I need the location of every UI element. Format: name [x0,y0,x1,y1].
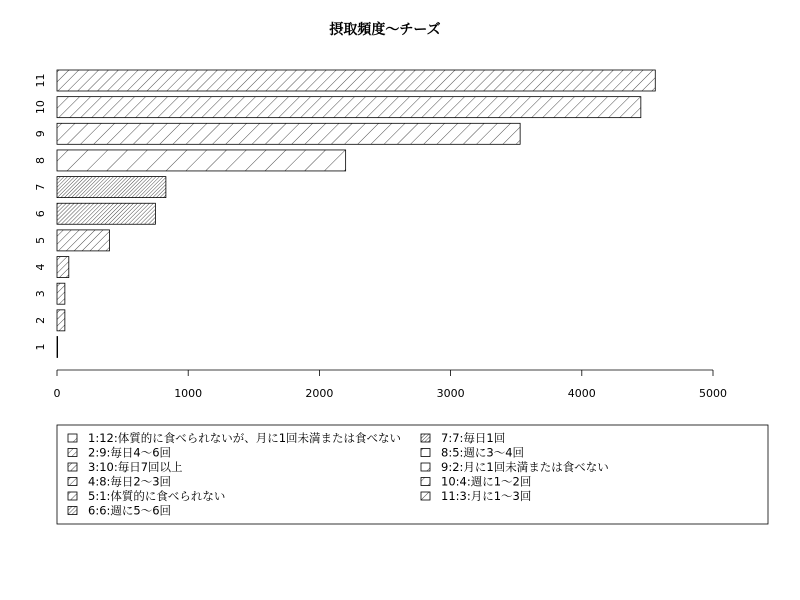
legend-swatch [68,492,77,500]
legend-swatch [68,463,77,471]
legend-label: 7:7:毎日1回 [441,431,506,446]
legend-label: 5:1:体質的に食べられない [88,489,226,504]
x-tick-label: 2000 [305,387,334,400]
bar-10 [57,97,641,118]
bar-1 [57,337,58,358]
chart-title: 摂取頻度〜チーズ [329,22,441,38]
y-tick-label: 4 [33,263,47,271]
legend-label: 11:3:月に1〜3回 [441,489,532,504]
bar-5 [57,230,109,251]
y-tick-label: 7 [33,183,47,191]
legend-label: 9:2:月に1回未満または食べない [441,460,609,475]
legend-label: 8:5:週に3〜4回 [441,445,525,460]
legend-swatch [68,434,77,442]
legend-swatch [68,507,77,515]
legend-label: 6:6:週に5〜6回 [88,503,172,518]
y-tick-label: 1 [33,343,47,351]
x-axis [54,370,728,400]
bar-11 [57,70,655,91]
y-tick-label: 2 [33,316,47,324]
y-tick-label: 10 [33,100,47,115]
legend-swatch [68,478,77,486]
y-tick-label: 5 [33,236,47,244]
legend-swatch [421,492,430,500]
y-tick-label: 8 [33,156,47,164]
legend-swatch [68,449,77,457]
legend-label: 1:12:体質的に食べられないが、月に1回未満または食べない [88,431,402,446]
legend-label: 4:8:毎日2〜3回 [88,474,172,489]
bar-8 [57,150,346,171]
bars-group [57,70,655,358]
legend-swatch [421,478,430,486]
bar-3 [57,283,65,304]
y-tick-label: 9 [33,130,47,138]
legend-label: 10:4:週に1〜2回 [441,474,532,489]
x-tick-label: 1000 [174,387,203,400]
bar-6 [57,203,155,224]
x-tick-label: 5000 [699,387,727,400]
y-axis [34,74,47,351]
y-tick-label: 6 [33,210,47,218]
x-tick-label: 4000 [567,387,596,400]
bar-2 [57,310,65,331]
y-tick-label: 3 [33,290,47,298]
legend [57,425,768,524]
x-tick-label: 3000 [436,387,465,400]
bar-4 [57,257,69,278]
legend-label: 2:9:毎日4〜6回 [88,445,172,460]
x-tick-label: 0 [53,387,61,400]
legend-swatch [421,449,430,457]
y-tick-label: 11 [33,73,47,88]
bar-9 [57,123,520,144]
bar-7 [57,177,166,198]
legend-swatch [421,463,430,471]
legend-label: 3:10:毎日7回以上 [88,460,183,475]
legend-swatch [421,434,430,442]
